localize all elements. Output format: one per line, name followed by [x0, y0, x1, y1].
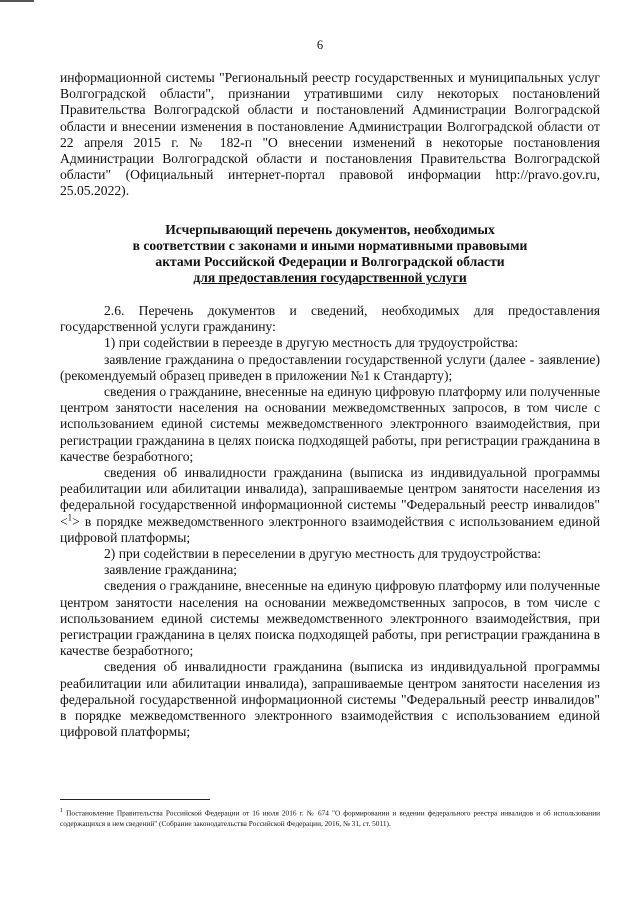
footnote	[60, 806, 600, 829]
footnote-divider	[60, 799, 210, 800]
item-1-disability-info	[60, 465, 600, 546]
main-section	[60, 303, 600, 740]
item-2-application: заявление гражданина;	[104, 562, 238, 578]
footnote-reference[interactable]: 1	[67, 512, 73, 523]
heading-line-1: Исчерпывающий перечень документов, необходимых	[165, 222, 495, 237]
disability-text-before: сведения об инвалидности гражданина (выписка из индивидуальной программы реабилитации или абилитации инвалида), запрашиваемые центром занятости населения из федеральной государственной информационной системы "Федеральный реестр инвалидов" <	[60, 465, 600, 529]
heading-line-3: актами Российской Федерации и Волгоградской области	[155, 254, 505, 269]
footnote-text: Постановление Правительства Российской Федерации от 16 июля 2016 г. № 674 "О формировании и ведении федерального реестра инвалидов и об использовании содержащихся в нем сведений" (Собрание законодательства Российской Федерации, 2016, № 31, ст. 5011).	[60, 808, 601, 829]
heading-line-4: для предоставления государственной услуги	[193, 270, 467, 285]
intro-continuation	[60, 70, 600, 200]
paragraph-2-6: 2.6. Перечень документов и сведений, необходимых для предоставления государственной услуги гражданину:	[60, 303, 600, 335]
footnote-marker: 1	[60, 808, 63, 814]
section-heading	[60, 222, 600, 286]
disability-text-after: > в порядке межведомственного электронного взаимодействия с использованием единой цифровой платформы;	[60, 513, 600, 545]
page-number: 6	[316, 38, 324, 52]
item-1-citizen-info: сведения о гражданине, внесенные на единую цифровую платформу или полученные центром занятости населения на основании межведомственных запросов, в том числе с использованием единой системы межведомственного электронного взаимодействия, при регистрации гражданина в целях поиска подходящей работы, при регистрации гражданина в качестве безработного;	[60, 384, 600, 464]
item-1-heading: 1) при содействии в переезде в другую местность для трудоустройства:	[104, 335, 519, 351]
item-2-heading: 2) при содействии в переселении в другую местность для трудоустройства:	[104, 546, 542, 562]
intro-paragraph: информационной системы "Региональный реестр государственных и муниципальных услуг Волгоградской области", признании утратившими силу некоторых постановлений Правительства Волгоградской области и постановлений Администрации Волгоградской области и внесении изменения в постановление Администрации Волгоградской области от 22 апреля 2015 г. № 182-п "О внесении изменений в некоторые постановления Администрации Волгоградской области и постановления Правительства Волгоградской области" (Официальный интернет-портал правовой информации http://pravo.gov.ru, 25.05.2022).	[60, 70, 600, 199]
item-2-citizen-info: сведения о гражданине, внесенные на единую цифровую платформу или полученные центром занятости населения на основании межведомственных запросов, в том числе с использованием единой системы межведомственного электронного взаимодействия, при регистрации гражданина в целях поиска подходящей работы, при регистрации гражданина в качестве безработного;	[60, 578, 600, 659]
scan-edge-mark	[0, 0, 34, 2]
item-2-disability-info: сведения об инвалидности гражданина (выписка из индивидуальной программы реабилитации или абилитации инвалида), запрашиваемые центром занятости населения из федеральной государственной информационной системы "Федеральный реестр инвалидов" в порядке межведомственного электронного взаимодействия с использованием единой цифровой платформы;	[60, 659, 600, 740]
heading-line-2: в соответствии с законами и иными нормативными правовыми	[132, 238, 528, 253]
item-1-application: заявление гражданина о предоставлении государственной услуги (далее - заявление) (рекомендуемый образец приведен в приложении №1 к Стандарту);	[60, 351, 600, 383]
